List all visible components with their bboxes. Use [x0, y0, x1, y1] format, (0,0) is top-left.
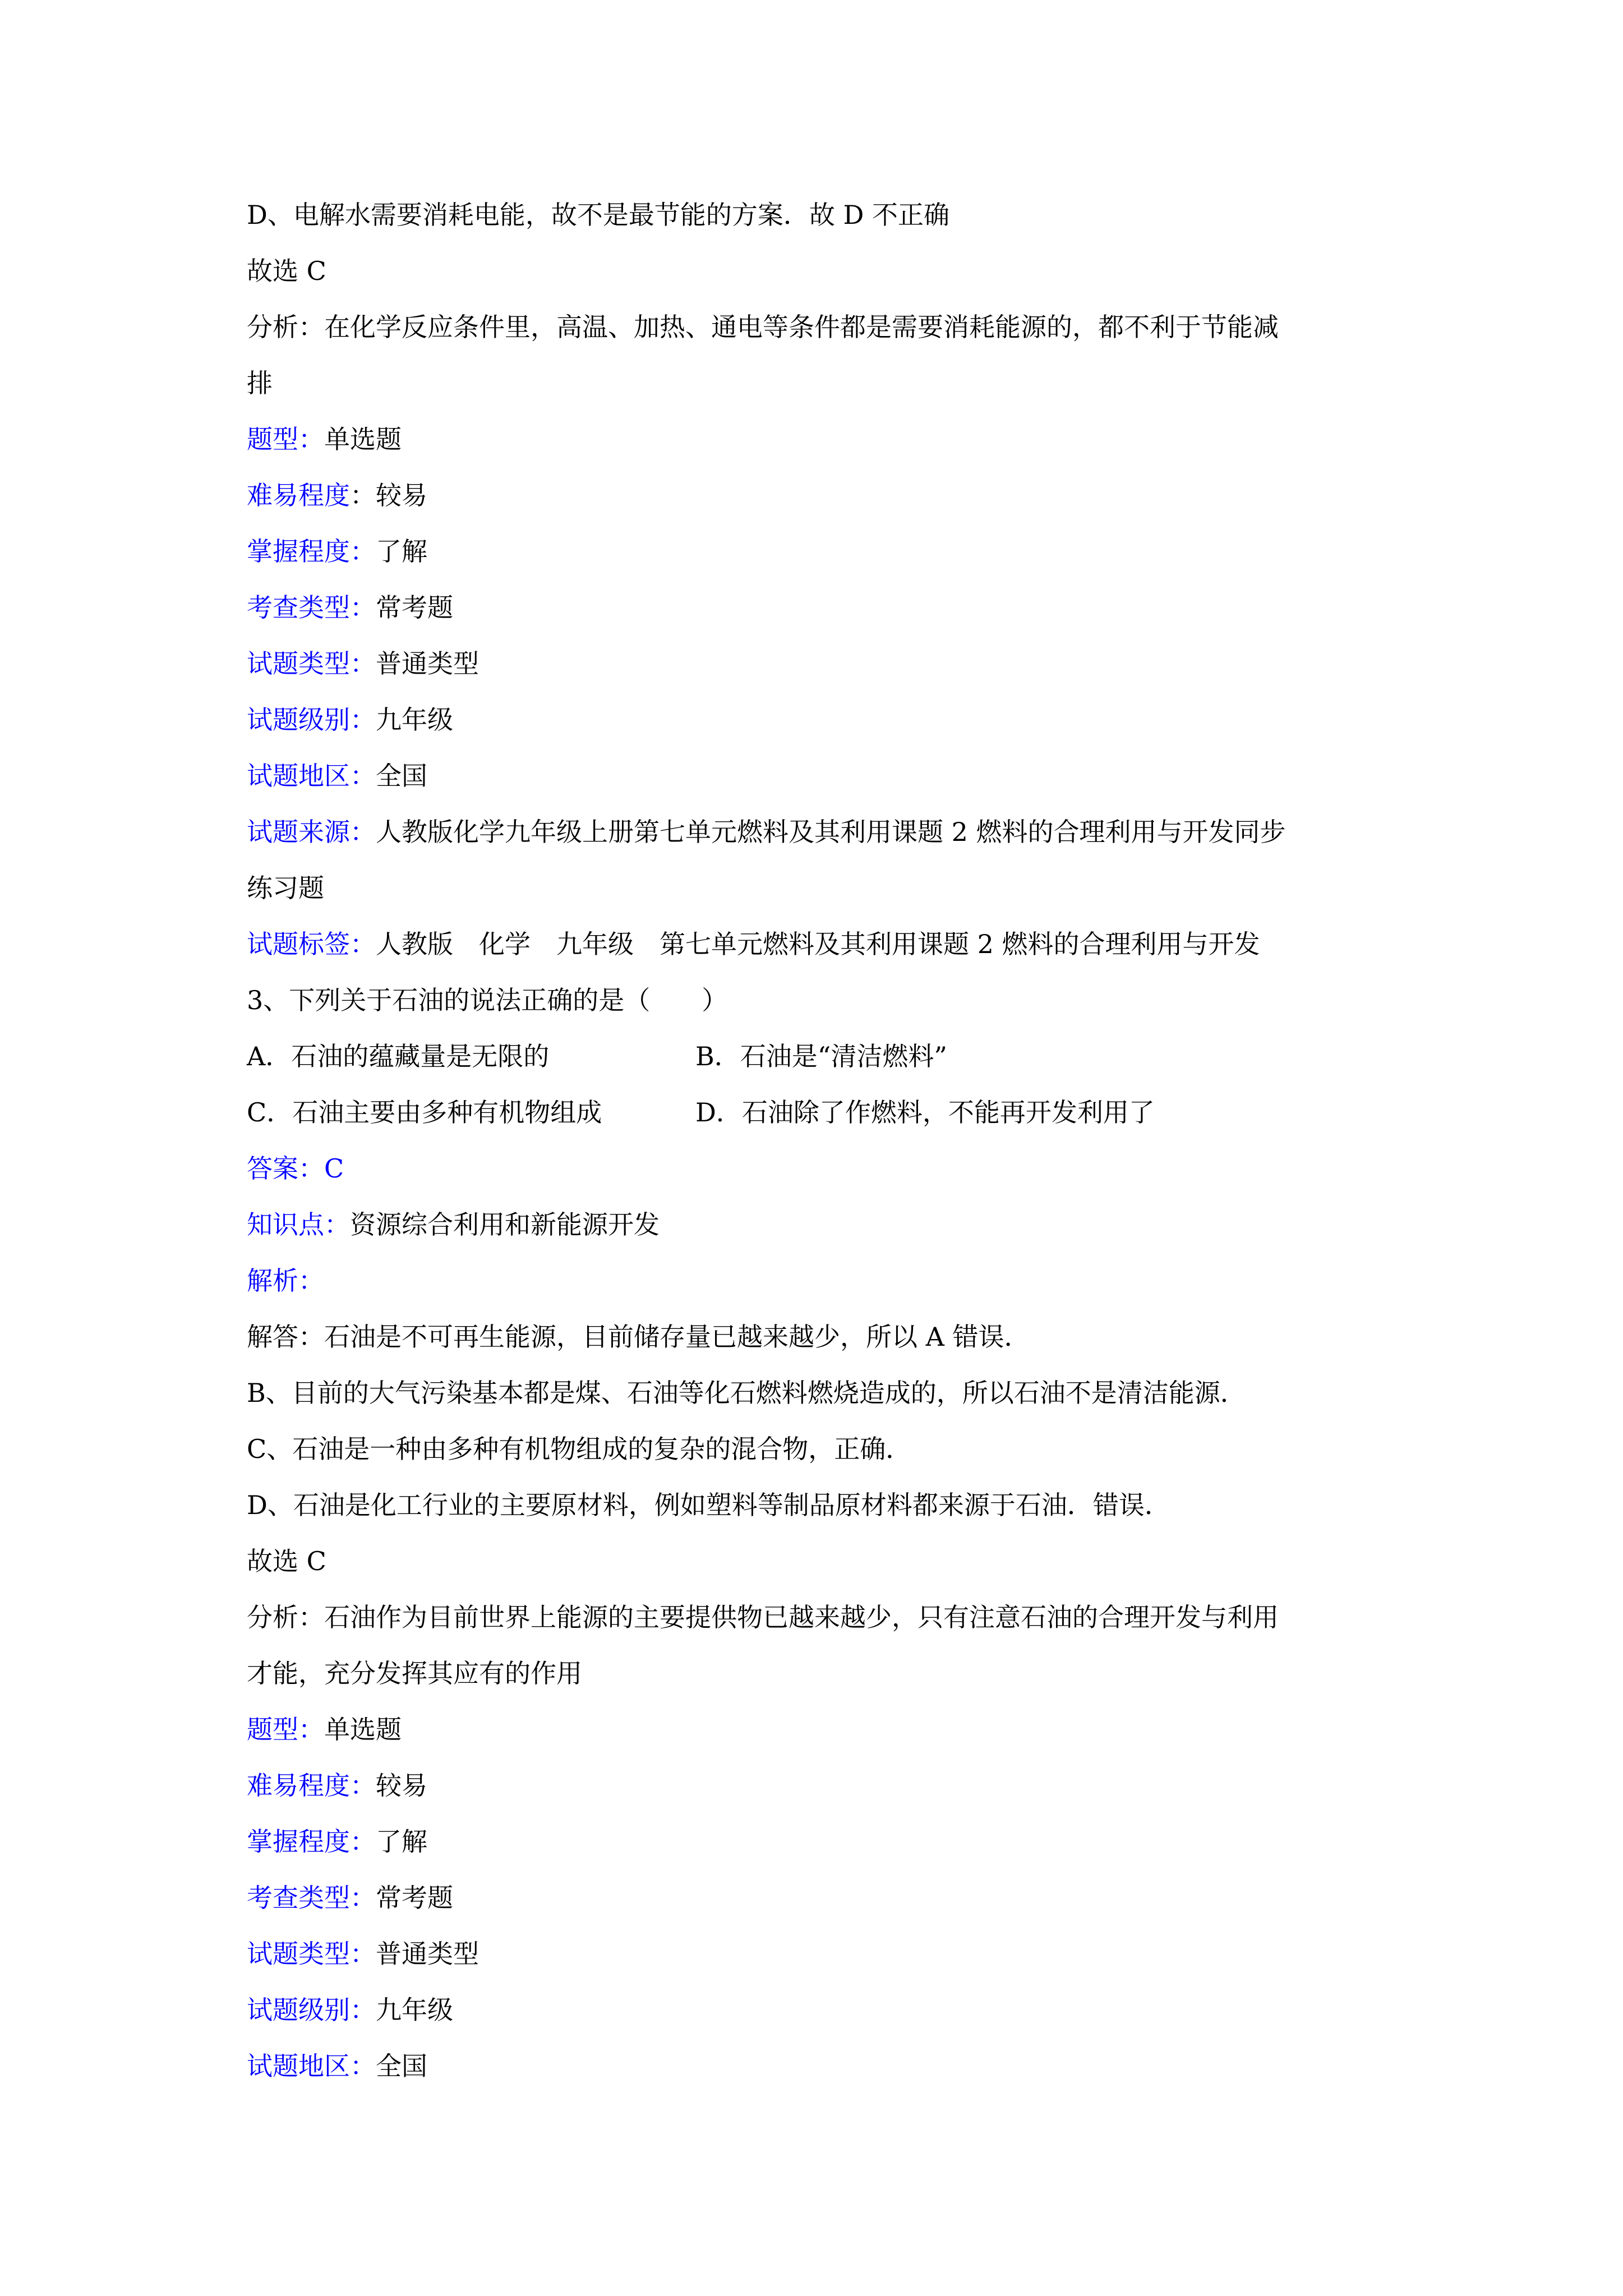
q2-option-d-explain: D、电解水需要消耗电能，故不是最节能的方案．故 D 不正确 — [247, 200, 950, 230]
q2-analysis-line-1: 分析：在化学反应条件里，高温、加热、通电等条件都是需要消耗能源的，都不利于节能减 — [247, 312, 1279, 342]
q3-options-row-1 — [247, 1028, 1391, 1084]
meta-value: 人教版化学九年级上册第七单元燃料及其利用课题 2 燃料的合理利用与开发同步 — [376, 817, 1286, 847]
meta-label: 试题标签： — [247, 929, 376, 959]
meta-label: 试题类型： — [247, 1939, 376, 1969]
q3-explain-line: D、石油是化工行业的主要原材料，例如塑料等制品原材料都来源于石油．错误． — [247, 1490, 1170, 1520]
meta-label: 试题级别： — [247, 705, 376, 735]
q2-meta-question-type — [247, 636, 1391, 692]
q3-meta-level — [247, 1982, 1391, 2038]
q3-analysis-line-1: 分析：石油作为目前世界上能源的主要提供物已越来越少，只有注意石油的合理开发与利用 — [247, 1602, 1279, 1632]
meta-label: 难易程度： — [247, 1770, 376, 1801]
q3-analysis-line-2: 才能，充分发挥其应有的作用 — [247, 1658, 582, 1688]
q3-explain-label: 解析： — [247, 1266, 324, 1296]
meta-value: 单选题 — [324, 1714, 402, 1745]
meta-value: 常考题 — [376, 1883, 453, 1913]
q3-explain-line: C、石油是一种由多种有机物组成的复杂的混合物，正确． — [247, 1434, 912, 1464]
q3-meta-region — [247, 2038, 1391, 2094]
q3-answer — [247, 1140, 1391, 1197]
meta-label: 试题类型： — [247, 648, 376, 679]
q3-choice: 故选 C — [247, 1546, 326, 1576]
meta-label: 题型： — [247, 424, 324, 454]
meta-label: 掌握程度： — [247, 1826, 376, 1857]
q3-explain-line: B、目前的大气污染基本都是煤、石油等化石燃料燃烧造成的，所以石油不是清洁能源． — [247, 1378, 1246, 1408]
meta-label: 考查类型： — [247, 1883, 376, 1913]
q3-meta-question-type — [247, 1926, 1391, 1982]
q2-meta-level — [247, 692, 1391, 748]
q2-meta-difficulty — [247, 467, 1391, 523]
meta-label: 试题级别： — [247, 1995, 376, 2025]
meta-value: 九年级 — [376, 1995, 453, 2025]
q3-meta-type — [247, 1701, 1391, 1757]
q2-meta-mastery — [247, 523, 1391, 579]
meta-value: 九年级 — [376, 705, 453, 735]
q2-meta-exam-type — [247, 579, 1391, 636]
knowledge-label: 知识点： — [247, 1209, 350, 1240]
meta-value: 了解 — [376, 1826, 427, 1857]
knowledge-value: 资源综合利用和新能源开发 — [350, 1209, 660, 1240]
answer-value: C — [324, 1153, 344, 1184]
document-page — [247, 187, 1391, 2094]
q2-meta-type — [247, 411, 1391, 467]
q3-question: 3、下列关于石油的说法正确的是（ ） — [247, 985, 728, 1015]
meta-label: 考查类型： — [247, 592, 376, 623]
meta-value: 人教版 化学 九年级 第七单元燃料及其利用课题 2 燃料的合理利用与开发 — [376, 929, 1260, 959]
q2-meta-source — [247, 804, 1391, 860]
answer-label: 答案： — [247, 1153, 324, 1184]
q3-meta-exam-type — [247, 1870, 1391, 1926]
meta-value: 全国 — [376, 2051, 427, 2081]
meta-label: 试题来源： — [247, 817, 376, 847]
q2-meta-tags — [247, 916, 1391, 972]
meta-value: 单选题 — [324, 424, 402, 454]
meta-label: 试题地区： — [247, 761, 376, 791]
meta-value: 普通类型 — [376, 648, 479, 679]
q2-meta-source-cont: 练习题 — [247, 873, 324, 903]
q3-meta-difficulty — [247, 1757, 1391, 1814]
meta-value: 了解 — [376, 536, 427, 567]
q2-choice: 故选 C — [247, 256, 326, 286]
q3-option-c: C．石油主要由多种有机物组成 — [247, 1097, 602, 1128]
meta-value: ：较易 — [350, 480, 427, 510]
meta-value: 较易 — [376, 1770, 427, 1801]
q3-knowledge — [247, 1197, 1391, 1253]
meta-label: 试题地区： — [247, 2051, 376, 2081]
q2-analysis-line-2: 排 — [247, 368, 273, 398]
q3-explain-line: 解答：石油是不可再生能源，目前储存量已越来越少，所以 A 错误． — [247, 1322, 1030, 1352]
meta-label: 掌握程度： — [247, 536, 376, 567]
q3-option-d: D．石油除了作燃料，不能再开发利用了 — [695, 1097, 1155, 1128]
q3-option-a: A．石油的蕴藏量是无限的 — [247, 1041, 550, 1071]
meta-value: 全国 — [376, 761, 427, 791]
meta-label: 题型： — [247, 1714, 324, 1745]
q3-options-row-2 — [247, 1084, 1391, 1140]
q3-option-b: B．石油是“清洁燃料” — [695, 1041, 947, 1071]
q2-meta-region — [247, 748, 1391, 804]
meta-value: 常考题 — [376, 592, 453, 623]
meta-value: 普通类型 — [376, 1939, 479, 1969]
q3-meta-mastery — [247, 1814, 1391, 1870]
meta-label: 难易程度 — [247, 480, 350, 510]
